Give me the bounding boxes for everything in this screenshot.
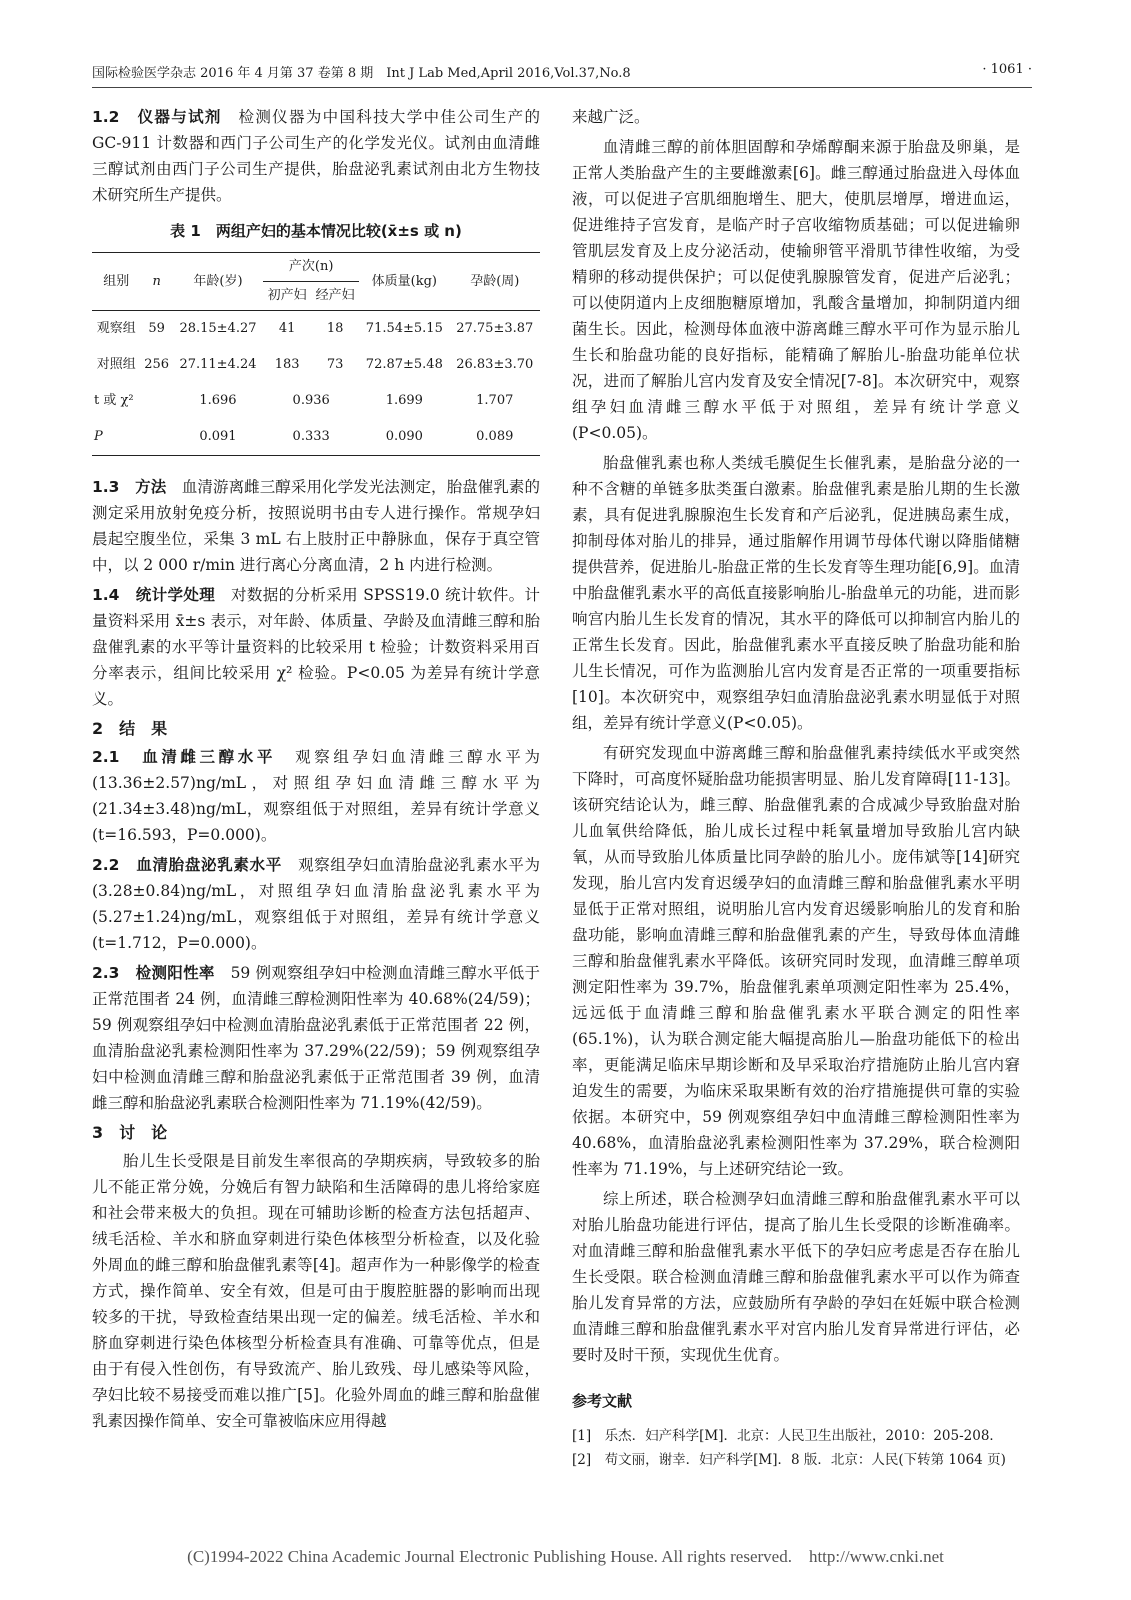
th-age: 年龄(岁): [173, 253, 263, 311]
section-2-2: [92, 852, 540, 956]
paragraph-placental-lactogen: 胎盘催乳素也称人类绒毛膜促生长催乳素，是胎盘分泌的一种不含糖的单链多肽类蛋白激素。胎盘催乳素是胎儿期的生长激素，具有促进乳腺腺泡生长发育和产后泌乳，促进胰岛素生成，抑制母体对胎儿的排异，通过脂解作用调节母体代谢以降脂储糖提供营养，促进胎儿-胎盘正常的生长发育等生理功能[6,9]。血清中胎盘催乳素水平的高低直接影响胎儿-胎盘单元的功能，进而影响宫内胎儿生长发育的情况，其水平的降低可以抑制宫内胎儿的正常生长发育。因此，胎盘催乳素水平直接反映了胎盘功能和胎儿生长情况，可作为监测胎儿宫内发育是否正常的一项重要指标[10]。本次研究中，观察组孕妇血清胎盘泌乳素水明显低于对照组，差异有统计学意义(P<0.05)。: [572, 454, 1020, 732]
reference-item: [2] 苟文丽，谢幸．妇产科学[M]．8 版．北京：人民(下转第 1064 页): [572, 1452, 1006, 1468]
table-row: P 0.091 0.333 0.090 0.089: [92, 419, 540, 456]
right-column: [572, 104, 1020, 1472]
table-title: 表 1 两组产妇的基本情况比较(x̄±s 或 n): [170, 222, 462, 240]
table-row: 观察组 59 28.15±4.27 41 18 71.54±5.15 27.75±3.87: [92, 311, 540, 348]
th-multi: 经产妇: [311, 282, 359, 311]
th-group: 组别: [92, 253, 141, 311]
section-text: 对数据的分析采用 SPSS19.0 统计软件。计量资料采用 x̄±s 表示，对年龄、体质量、孕龄及血清雌三醇和胎盘催乳素的水平等计量资料的比较采用 t 检验；计数资料采用百分率表示，组间比较采用 χ² 检验。P<0.05 为差异有统计学意义。: [92, 586, 540, 708]
table-row: t 或 χ² 1.696 0.936 1.699 1.707: [94, 393, 514, 408]
section-title: 统计学处理: [135, 586, 216, 604]
section-number: 2.1: [92, 748, 120, 766]
section-text: 观察组孕妇血清雌三醇水平为(13.36±2.57)ng/mL，对照组孕妇血清雌三醇水平为(21.34±3.48)ng/mL，观察组低于对照组，差异有统计学意义(t=16.593，P=0.000)。: [92, 748, 540, 844]
reference-item: [1] 乐杰．妇产科学[M]．北京：人民卫生出版社，2010：205-208．: [572, 1428, 1003, 1444]
section-number: 1.3: [92, 478, 120, 496]
discussion-paragraph: 胎儿生长受限是目前发生率很高的孕期疾病，导致较多的胎儿不能正常分娩，分娩后有智力缺陷和生活障碍的患儿将给家庭和社会带来极大的负担。现在可辅助诊断的检查方法包括超声、绒毛活检、羊水和脐血穿刺进行染色体核型分析检查，以及化验外周血的雌三醇和胎盘催乳素等[4]。超声作为一种影像学的检查方式，操作简单、安全有效，但是可由于腹腔脏器的影响而出现较多的干扰，导致检查结果出现一定的偏差。绒毛活检、羊水和脐血穿刺进行染色体核型分析检查具有准确、可靠等优点，但是由于有侵入性创伤，有导致流产、胎儿致残、母儿感染等风险，孕妇比较不易接受而难以推广[5]。化验外周血的雌三醇和胎盘催乳素因操作简单、安全可靠被临床应用得越: [92, 1152, 540, 1430]
section-text: 观察组孕妇血清胎盘泌乳素水平为(3.28±0.84)ng/mL，对照组孕妇血清胎盘泌乳素水平为(5.27±1.24)ng/mL，观察组低于对照组，差异有统计学意义(t=1.712，P=0.000)。: [92, 856, 540, 952]
th-parity: 产次(n): [263, 253, 359, 282]
left-column: [92, 104, 540, 1438]
section-title: 方法: [135, 478, 167, 496]
paragraph-studies: 有研究发现血中游离雌三醇和胎盘催乳素持续低水平或突然下降时，可高度怀疑胎盘功能损害明显、胎儿发育障碍[11-13]。该研究结论认为，雌三醇、胎盘催乳素的合成减少导致胎盘对胎儿血氧供给降低，胎儿成长过程中耗氧量增加导致胎儿宫内缺氧，从而导致胎儿体质量比同孕龄的胎儿小。庞伟斌等[14]研究发现，胎儿宫内发育迟缓孕妇的血清雌三醇和胎盘催乳素水平明显低于正常对照组，说明胎儿宫内发育迟缓影响胎儿的发育和胎盘功能，影响血清雌三醇和胎盘催乳素的产生，导致母体血清雌三醇和胎盘催乳素水平降低。该研究同时发现，血清雌三醇单项测定阳性率为 39.7%，胎盘催乳素单项测定阳性率为 25.4%，远远低于血清雌三醇和胎盘催乳素水平联合测定的阳性率(65.1%)，认为联合测定能大幅提高胎儿—胎盘功能低下的检出率，更能满足临床早期诊断和及早采取治疗措施防止胎儿宫内窘迫发生的需要，为临床采取果断有效的治疗措施提供可靠的实验依据。本研究中，59 例观察组孕妇中血清雌三醇检测阳性率为 40.68%，血清胎盘泌乳素检测阳性率为 37.29%，联合检测阳性率为 71.19%，与上述研究结论一致。: [572, 744, 1020, 1178]
page-number: · 1061 ·: [982, 62, 1032, 77]
journal-info: 国际检验医学杂志 2016 年 4 月第 37 卷第 8 期 Int J Lab Med,April 2016,Vol.37,No.8: [92, 66, 631, 81]
section-1-3: [92, 474, 540, 578]
references-heading: 参考文献: [572, 1392, 633, 1410]
copyright-footer: (C)1994-2022 China Academic Journal Electronic Publishing House. All rights reserved. http://www.cnki.net: [187, 1547, 944, 1566]
section-number: 2.2: [92, 856, 120, 874]
th-n: n: [141, 253, 173, 311]
section-heading-discussion: 3 讨 论: [92, 1123, 168, 1142]
section-heading-results: 2 结 果: [92, 719, 168, 738]
th-weight: 体质量(kg): [359, 253, 449, 311]
paragraph-estriol: 血清雌三醇的前体胆固醇和孕烯醇酮来源于胎盘及卵巢，是正常人类胎盘产生的主要雌激素[6]。雌三醇通过胎盘进入母体血液，可以促进子宫肌细胞增生、肥大，使肌层增厚，增进血运，促进维持子宫发育，是临产时子宫收缩物质基础；可以促进输卵管肌层发育及上皮分泌活动，使输卵管平滑肌节律性收缩，为受精卵的移动提供保护；可以促使乳腺腺管发育，促进产后泌乳；可以使阴道内上皮细胞糖原增加，乳酸含量增加，抑制阴道内细菌生长。因此，检测母体血液中游离雌三醇水平可作为显示胎儿生长和胎盘功能的良好指标，能精确了解胎儿-胎盘功能单位状况，进而了解胎儿宫内发育及安全情况[7-8]。本次研究中，观察组孕妇血清雌三醇水平低于对照组，差异有统计学意义(P<0.05)。: [572, 138, 1020, 442]
section-1-2: [92, 104, 540, 208]
section-title: 仪器与试剂: [137, 108, 222, 126]
section-2-1: [92, 744, 540, 848]
section-number: 1.4: [92, 586, 120, 604]
running-header: [92, 62, 1032, 88]
continued-text: 来越广泛。: [572, 108, 650, 126]
th-ga: 孕龄(周): [450, 253, 540, 311]
section-text: 血清游离雌三醇采用化学发光法测定，胎盘催乳素的测定采用放射免疫分析，按照说明书由专人进行操作。常规孕妇晨起空腹坐位，采集 3 mL 右上肢肘正中静脉血，保存于真空管中，以 2 000 r/min 进行离心分离血清，2 h 内进行检测。: [92, 478, 540, 574]
table-1: [92, 252, 540, 456]
section-number: 2.3: [92, 964, 120, 982]
section-1-4: [92, 582, 540, 712]
section-text: 检测仪器为中国科技大学中佳公司生产的 GC-911 计数器和西门子公司生产的化学发光仪。试剂由血清雌三醇试剂由西门子公司生产提供，胎盘泌乳素试剂由北方生物技术研究所生产提供。: [92, 108, 540, 204]
section-number: 1.2: [92, 108, 120, 126]
section-title: 血清胎盘泌乳素水平: [136, 856, 282, 874]
section-text: 59 例观察组孕妇中检测血清雌三醇水平低于正常范围者 24 例，血清雌三醇检测阳性率为 40.68%(24/59)；59 例观察组孕妇中检测血清胎盘泌乳素低于正常范围者 22 例，血清胎盘泌乳素检测阳性率为 37.29%(22/59)；59 例观察组孕妇中检测血清雌三醇和胎盘泌乳素低于正常范围者 39 例，血清雌三醇和胎盘泌乳素联合检测阳性率为 71.19%(42/59)。: [92, 964, 540, 1112]
table-row: 对照组 256 27.11±4.24 183 73 72.87±5.48 26.83±3.70: [96, 357, 534, 372]
th-primi: 初产妇: [263, 282, 311, 311]
section-title: 检测阳性率: [135, 964, 215, 982]
section-title: 血清雌三醇水平: [142, 748, 276, 766]
paragraph-conclusion: 综上所述，联合检测孕妇血清雌三醇和胎盘催乳素水平可以对胎儿胎盘功能进行评估，提高了胎儿生长受限的诊断准确率。对血清雌三醇和胎盘催乳素水平低下的孕妇应考虑是否存在胎儿生长受限。联合检测血清雌三醇和胎盘催乳素水平可以作为筛查胎儿发育异常的方法，应鼓励所有孕龄的孕妇在妊娠中联合检测血清雌三醇和胎盘催乳素水平对宫内胎儿发育异常进行评估，必要时及时干预，实现优生优育。: [572, 1190, 1020, 1364]
section-2-3: [92, 960, 540, 1116]
